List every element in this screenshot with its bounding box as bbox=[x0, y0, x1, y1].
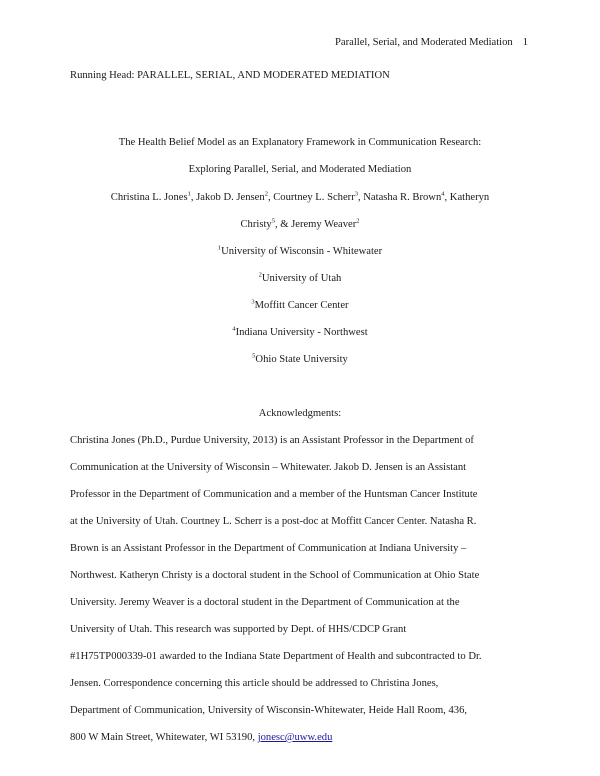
running-head: Running Head: PARALLEL, SERIAL, AND MODERATED MEDIATION bbox=[70, 70, 390, 81]
paragraph-line: University of Utah. This research was supported by Dept. of HHS/CDCP Grant bbox=[70, 624, 407, 635]
authors-line-2: Christy$^5$, & Jeremy Weaver$^2$ bbox=[240, 217, 360, 230]
title-line-2: Exploring Parallel, Serial, and Moderated Mediation bbox=[188, 164, 412, 175]
author-sup: 2 bbox=[356, 217, 360, 225]
author-sup: 1 bbox=[187, 190, 191, 198]
paragraph-line: #1H75TP000339-01 awarded to the Indiana State Department of Health and subcontracted to Dr. bbox=[70, 651, 482, 662]
paragraph-line: Brown is an Assistant Professor in the Department of Communication at Indiana University – bbox=[70, 543, 467, 554]
page-number: 1 bbox=[522, 37, 528, 48]
affiliation: $^1$University of Wisconsin - Whitewater bbox=[217, 244, 383, 257]
paragraph-line: Christina Jones (Ph.D., Purdue University, 2013) is an Assistant Professor in the Department of bbox=[70, 435, 474, 446]
header-short-title: Parallel, Serial, and Moderated Mediation bbox=[335, 37, 513, 48]
author-name: Natasha R. Brown bbox=[363, 192, 442, 203]
author-name: Christy bbox=[240, 219, 272, 230]
affiliation: $^2$University of Utah bbox=[258, 271, 342, 284]
author-name: Katheryn bbox=[449, 192, 490, 203]
paragraph-line: Jensen. Correspondence concerning this article should be addressed to Christina Jones, bbox=[70, 678, 439, 689]
author-sup: 4 bbox=[441, 190, 445, 198]
affiliation: $^3$Moffitt Cancer Center bbox=[251, 298, 349, 311]
paragraph-line: Communication at the University of Wisconsin – Whitewater. Jakob D. Jensen is an Assistant bbox=[70, 462, 467, 473]
email-link[interactable]: jonesc@uww.edu bbox=[257, 732, 333, 743]
paragraph-line: Professor in the Department of Communication and a member of the Huntsman Cancer Institute bbox=[70, 489, 478, 500]
paragraph-line: Department of Communication, University of Wisconsin-Whitewater, Heide Hall Room, 436, bbox=[70, 705, 468, 716]
paragraph-line-last: 800 W Main Street, Whitewater, WI 53190, jonesc@uww.edu bbox=[70, 732, 333, 743]
author-name: Jeremy Weaver bbox=[291, 219, 357, 230]
author-name: Christina L. Jones bbox=[110, 192, 188, 203]
acknowledgments-heading: Acknowledgments: bbox=[258, 408, 342, 419]
author-name: Courtney L. Scherr bbox=[273, 192, 355, 203]
author-sup: 2 bbox=[264, 190, 268, 198]
authors-line-1: Christina L. Jones$^1$, Jakob D. Jensen$^2$, Courtney L. Scherr$^3$, Natasha R. Brown$^4$, Katheryn bbox=[110, 190, 490, 203]
paragraph-line: Northwest. Katheryn Christy is a doctoral student in the School of Communication at Ohio State bbox=[70, 570, 480, 581]
title-line-1: The Health Belief Model as an Explanatory Framework in Communication Research: bbox=[118, 137, 482, 148]
acknowledgments-paragraph bbox=[70, 434, 535, 758]
affiliation: $^4$Indiana University - Northwest bbox=[232, 325, 368, 338]
page-header bbox=[335, 37, 528, 48]
author-sup: 3 bbox=[354, 190, 358, 198]
affiliation: $^5$Ohio State University bbox=[252, 352, 348, 365]
paragraph-line: at the University of Utah. Courtney L. Scherr is a post-doc at Moffitt Cancer Center. Natasha R. bbox=[70, 516, 477, 527]
author-name: Jakob D. Jensen bbox=[196, 192, 265, 203]
author-sup: 5 bbox=[271, 217, 275, 225]
paragraph-line: University. Jeremy Weaver is a doctoral student in the Department of Communication at the bbox=[70, 597, 460, 608]
